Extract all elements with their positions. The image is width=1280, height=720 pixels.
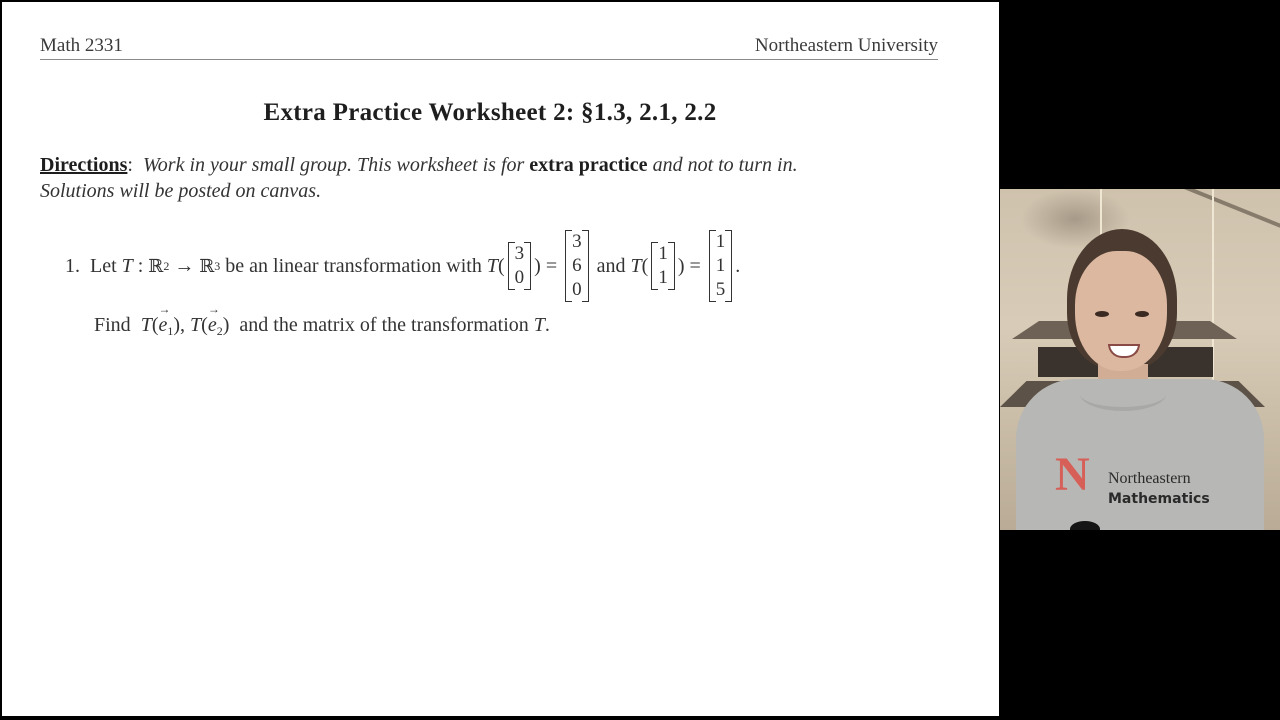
worksheet-title: Extra Practice Worksheet 2: §1.3, 2.1, 2.2	[263, 99, 717, 126]
eye-icon	[1095, 311, 1109, 317]
output-vector-1	[565, 230, 589, 302]
vector-entry: 1	[658, 267, 668, 288]
paren: )	[677, 254, 685, 277]
directions-text-2: and not to turn in.	[652, 154, 798, 176]
paren: )	[534, 254, 541, 277]
page-header	[40, 35, 938, 60]
paren: (	[498, 254, 505, 277]
problem-1-question: Find $T(\to e_1)$, $T(\to e_2)$ and the matrix of the transformation T.	[94, 314, 550, 339]
equals: =	[689, 254, 701, 277]
map-T: T	[121, 254, 133, 277]
directions-colon: :	[127, 154, 133, 176]
and-word: and	[596, 254, 626, 277]
vector-entry: 3	[514, 243, 525, 264]
vector-entry: 1	[715, 255, 726, 276]
vector-entry: 6	[572, 255, 582, 276]
input-vector-2	[651, 242, 675, 290]
arrow-symbol: →	[174, 254, 195, 277]
vector-entry: 0	[514, 267, 525, 288]
input-vector-1	[508, 242, 532, 290]
microphone-icon	[1070, 521, 1100, 530]
question-text: and the matrix of the transformation	[239, 314, 529, 336]
problem-number: 1.	[65, 254, 80, 277]
map-T: T	[190, 314, 202, 336]
vector-entry: 1	[658, 243, 668, 264]
let-word: Let	[90, 254, 117, 277]
equals: =	[545, 254, 558, 277]
output-vector-2	[709, 230, 733, 302]
directions-emphasis: extra practice	[529, 154, 648, 176]
period: .	[544, 314, 550, 336]
vector-entry: 0	[572, 279, 582, 300]
shirt-collar	[1080, 377, 1166, 411]
webcam-feed	[1000, 189, 1280, 530]
university-label: Northeastern University	[754, 35, 938, 56]
subscript-2: 2	[216, 324, 223, 338]
colon: :	[137, 254, 144, 277]
northeastern-n-logo: N	[1055, 448, 1090, 501]
domain-exp: 2	[163, 258, 170, 273]
directions	[40, 152, 940, 204]
find-word: Find	[94, 314, 131, 336]
course-label: Math 2331	[40, 35, 123, 56]
map-T: T	[533, 314, 545, 336]
directions-text-1: Work in your small group. This worksheet is for	[142, 154, 525, 176]
period: .	[735, 254, 741, 277]
vector-e1: → e	[158, 314, 167, 337]
eye-icon	[1135, 311, 1149, 317]
vector-entry: 5	[715, 279, 726, 300]
domain-R: ℝ	[148, 255, 164, 277]
vector-entry: 3	[572, 231, 582, 252]
codomain-R: ℝ	[199, 255, 215, 277]
map-T: T	[630, 254, 642, 277]
map-T: T	[140, 314, 152, 336]
paren: (	[641, 254, 649, 277]
directions-text-3: Solutions will be posted on canvas.	[40, 180, 322, 202]
shirt-text-mathematics: Mathematics	[1108, 491, 1210, 507]
subscript-1: 1	[167, 324, 174, 338]
problem-1	[65, 226, 740, 306]
vector-entry: 1	[715, 231, 726, 252]
shirt-text-northeastern: Northeastern	[1108, 470, 1191, 487]
map-T: T	[486, 254, 498, 277]
problem-text: be an linear transformation with	[225, 254, 482, 277]
worksheet-slide	[2, 2, 999, 716]
codomain-exp: 3	[214, 258, 221, 273]
directions-label: Directions	[40, 154, 128, 176]
vector-e2: → e	[208, 314, 217, 337]
